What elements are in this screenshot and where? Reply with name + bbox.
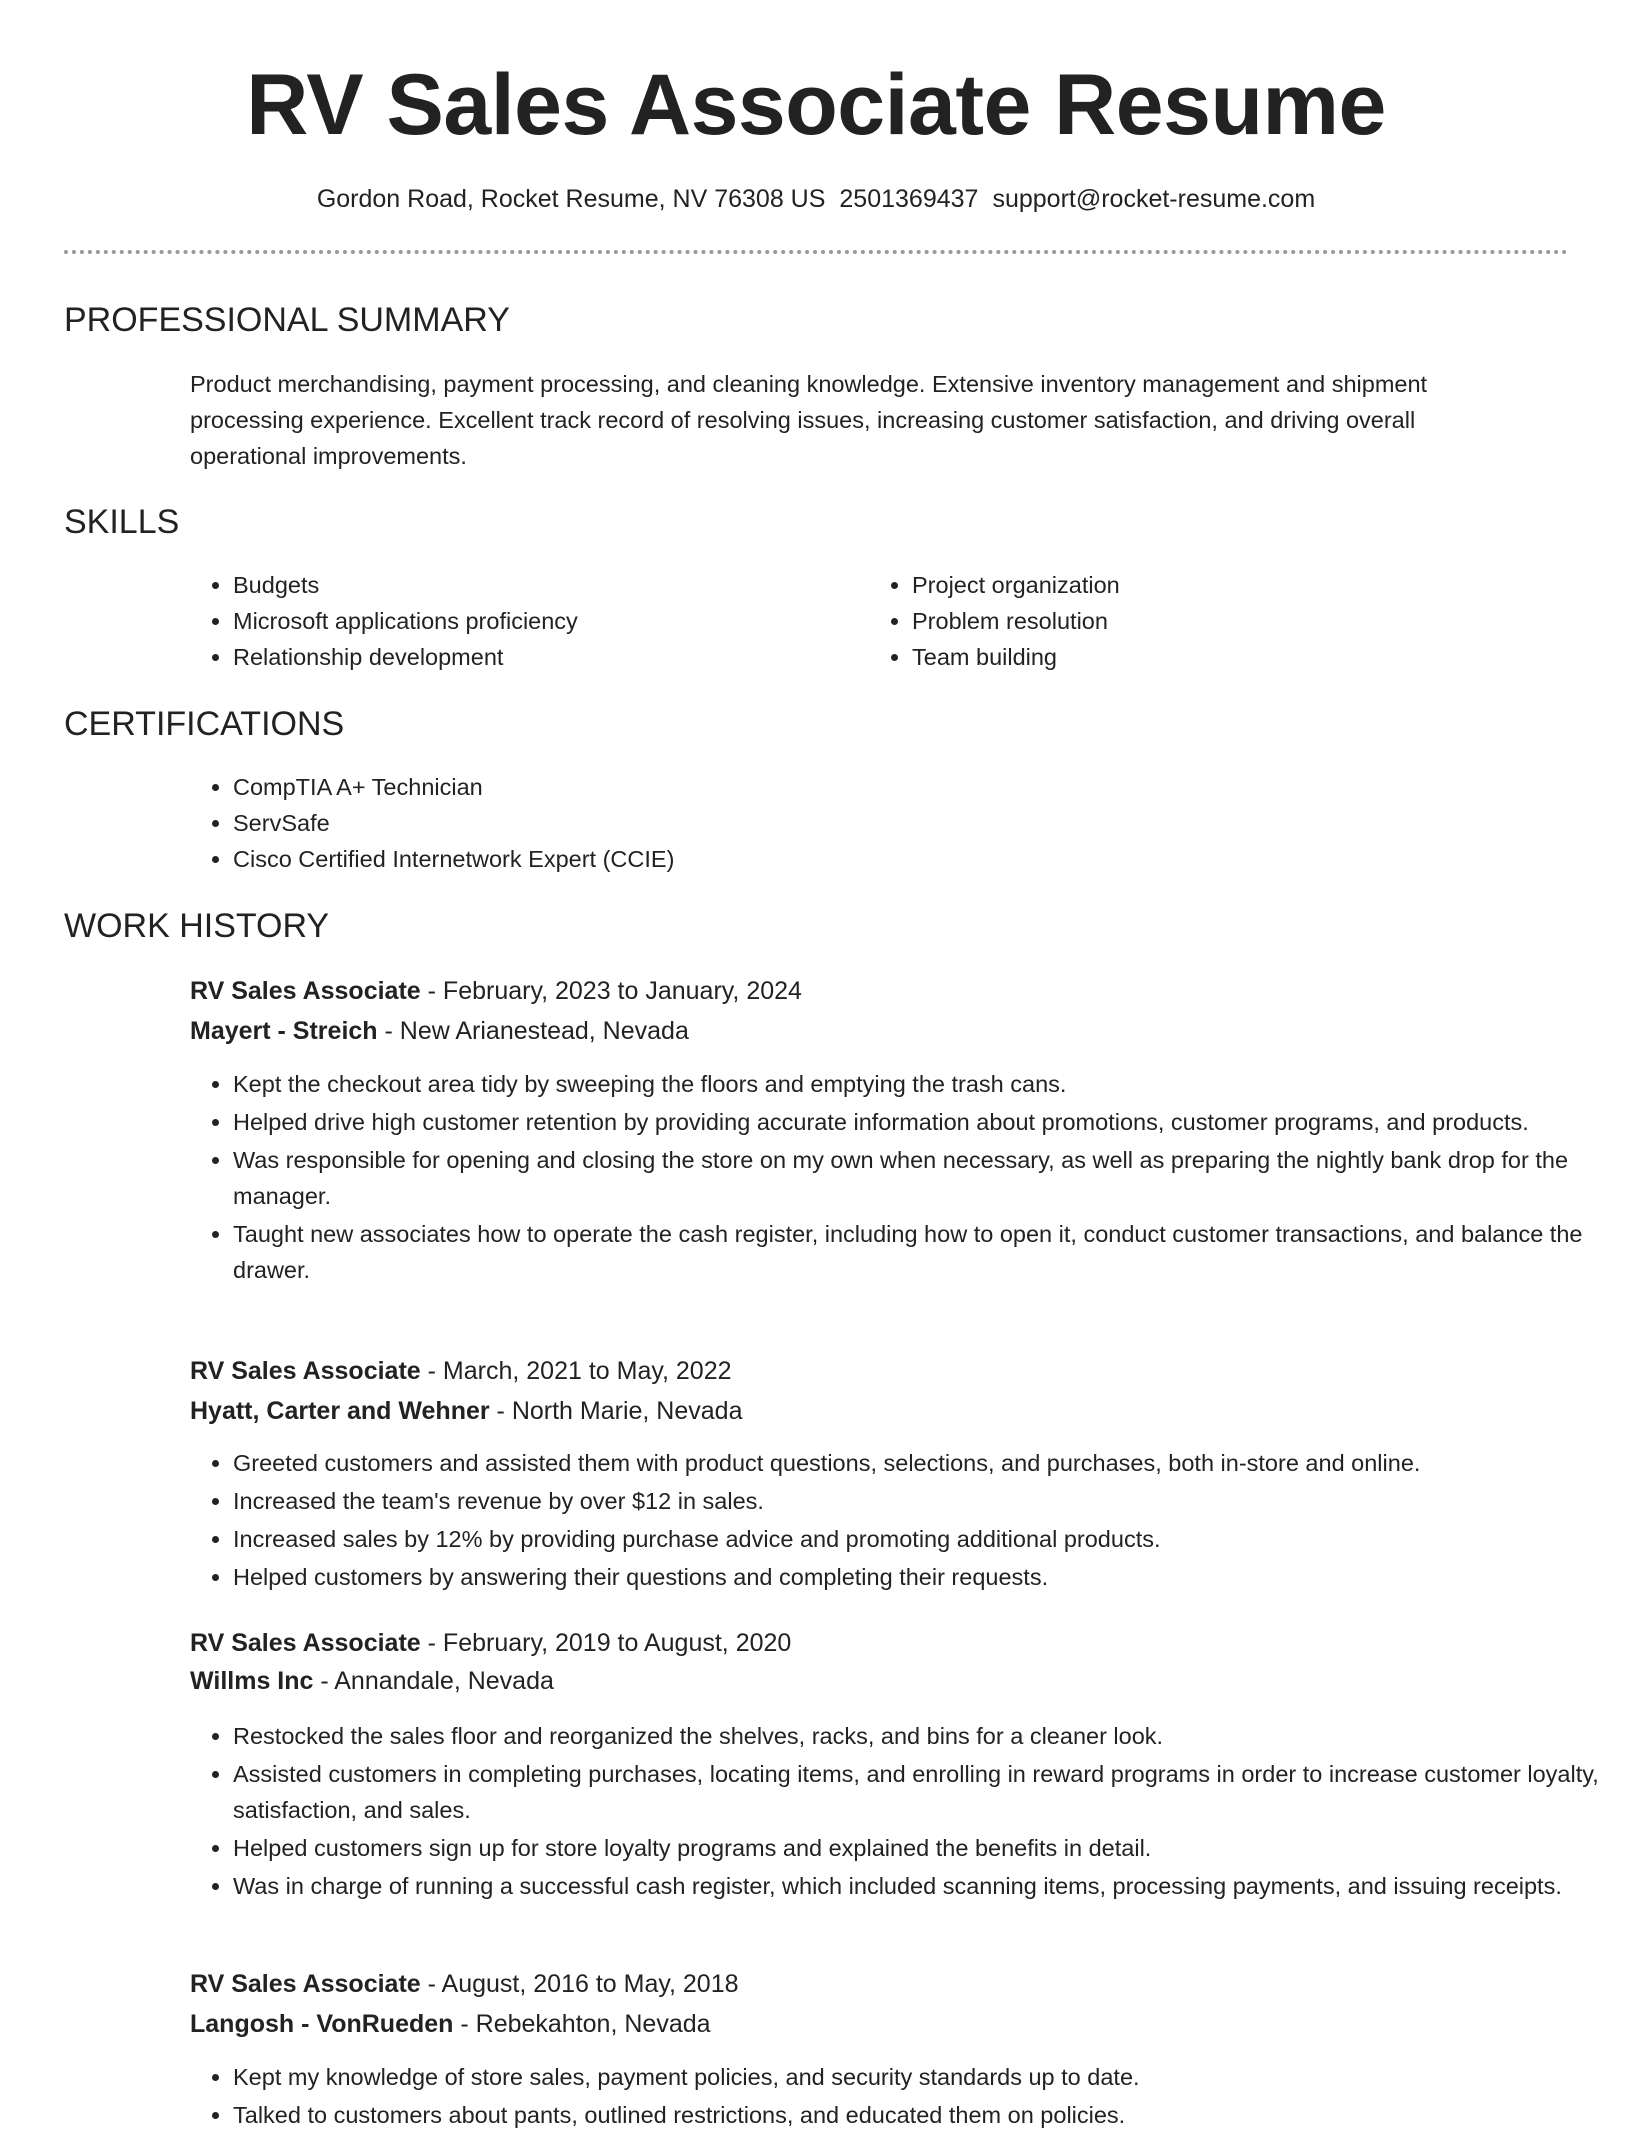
skills-list-right [869,567,1532,675]
resume-title: RV Sales Associate Resume [246,57,1386,153]
list-item: • Was in charge of running a successful cash register, which included scanning items, processing payments, and issuing receipts. [233,1868,1613,1904]
job-company-line [190,2006,711,2042]
list-item: • Relationship development [233,639,853,675]
job-company-line [190,1393,742,1429]
section-title-certifications: CERTIFICATIONS [64,705,345,743]
header-divider [64,250,1568,254]
summary-text: Product merchandising, payment processing, and cleaning knowledge. Extensive inventory management and shipment processing experience. Excellent track record of resolving issues, increasing customer satisfaction, and driving overall operational improvements. [190,371,1428,469]
job-dates: - February, 2023 to January, 2024 [420,977,802,1005]
list-item: • Budgets [233,567,853,603]
job-location: - Annandale, Nevada [313,1667,554,1695]
job-dates: - February, 2019 to August, 2020 [420,1629,792,1657]
job-dates: - March, 2021 to May, 2022 [420,1357,732,1385]
job-bullets [190,1066,1613,1290]
list-item: • Increased the team's revenue by over $12 in sales. [233,1483,1613,1519]
list-item: • Kept the checkout area tidy by sweeping the floors and emptying the trash cans. [233,1066,1613,1102]
list-item: • Helped drive high customer retention by providing accurate information about promotions, customer programs, and products. [233,1104,1613,1140]
job-role: RV Sales Associate [190,1629,421,1657]
job-title-line [190,973,802,1009]
job-role: RV Sales Associate [190,1357,421,1385]
job-title-line [190,1625,791,1661]
job-company: Langosh - VonRueden [190,2010,454,2038]
skills-list-left [190,567,853,675]
list-item: • Team building [912,639,1532,675]
section-title-summary: PROFESSIONAL SUMMARY [64,301,510,339]
job-company: Willms Inc [190,1667,314,1695]
section-title-skills: SKILLS [64,503,180,541]
list-item: • Restocked the sales floor and reorganized the shelves, racks, and bins for a cleaner look. [233,1718,1613,1754]
list-item: • Project organization [912,567,1532,603]
contact-phone: 2501369437 [839,185,979,213]
list-item: • Helped customers by answering their questions and completing their requests. [233,1559,1613,1595]
list-item: • CompTIA A+ Technician [233,769,1553,805]
job-location: - New Arianestead, Nevada [377,1017,689,1045]
list-item: • Assisted customers in completing purchases, locating items, and enrolling in reward programs in order to increase customer loyalty, satisfaction, and sales. [233,1756,1613,1828]
job-location: - North Marie, Nevada [489,1397,743,1425]
list-item: • ServSafe [233,805,1553,841]
job-company: Hyatt, Carter and Wehner [190,1397,490,1425]
list-item: • Kept my knowledge of store sales, payment policies, and security standards up to date. [233,2059,1613,2095]
job-company: Mayert - Streich [190,1017,378,1045]
job-role: RV Sales Associate [190,977,421,1005]
list-item: • Greeted customers and assisted them with product questions, selections, and purchases, both in-store and online. [233,1445,1613,1481]
job-bullets [190,2059,1613,2135]
contact-email: support@rocket-resume.com [992,185,1316,213]
job-title-line [190,1966,739,2002]
contact-address: Gordon Road, Rocket Resume, NV 76308 US [316,185,826,213]
list-item: • Microsoft applications proficiency [233,603,853,639]
list-item: • Helped customers sign up for store loyalty programs and explained the benefits in detail. [233,1830,1613,1866]
certifications-list [190,769,1553,877]
list-item: • Was responsible for opening and closing the store on my own when necessary, as well as preparing the nightly bank drop for the manager. [233,1142,1613,1214]
contact-line [0,181,1632,217]
job-location: - Rebekahton, Nevada [453,2010,711,2038]
list-item: • Talked to customers about pants, outlined restrictions, and educated them on policies. [233,2097,1613,2133]
job-bullets [190,1718,1613,1906]
job-bullets [190,1445,1613,1597]
list-item: • Cisco Certified Internetwork Expert (CCIE) [233,841,1553,877]
job-company-line [190,1663,554,1699]
job-dates: - August, 2016 to May, 2018 [420,1970,739,1998]
list-item: • Problem resolution [912,603,1532,639]
list-item: • Increased sales by 12% by providing purchase advice and promoting additional products. [233,1521,1613,1557]
job-title-line [190,1353,732,1389]
job-company-line [190,1013,689,1049]
list-item: • Taught new associates how to operate the cash register, including how to open it, conduct customer transactions, and balance the drawer. [233,1216,1613,1288]
section-title-work-history: WORK HISTORY [64,907,330,945]
job-role: RV Sales Associate [190,1970,421,1998]
